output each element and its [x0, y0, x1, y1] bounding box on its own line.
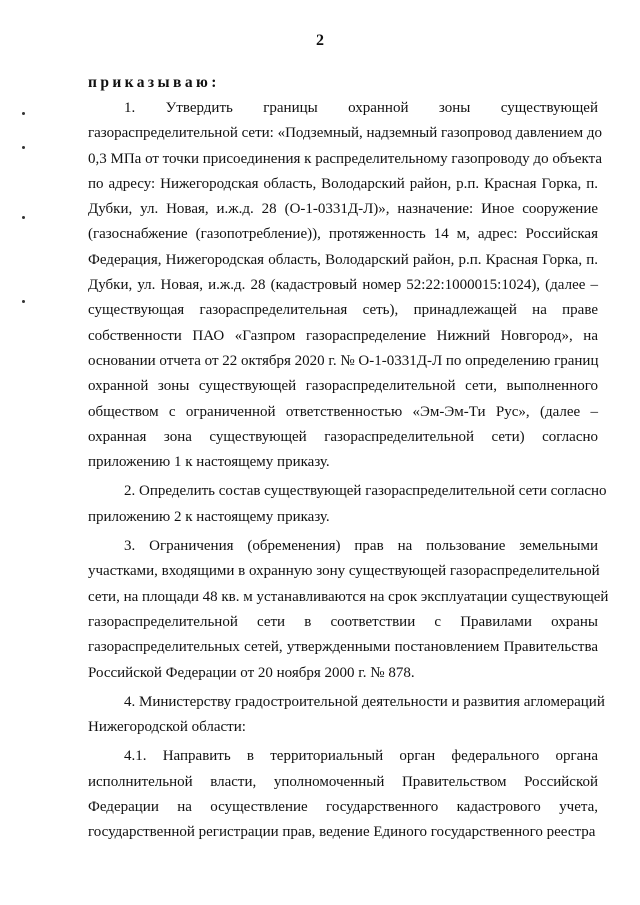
text-line: приложению 1 к настоящему приказу.: [88, 454, 330, 471]
text-line: государственной регистрации прав, ведение Единого государственного реестра: [88, 824, 596, 841]
text-line: 4.1. Направить в территориальный орган федерального органа: [124, 748, 598, 765]
text-line: 4. Министерству градостроительной деятельности и развития агломераций: [124, 693, 605, 710]
text-line: газораспределительной сети: «Подземный, надземный газопровод давлением до: [88, 125, 602, 142]
paragraph-item-4-1: [88, 744, 598, 845]
text-line: Российской Федерации от 20 ноября 2000 г. № 878.: [88, 664, 415, 681]
text-line: охранной зоны существующей газораспределительной сети, выполненного: [88, 378, 598, 395]
order-heading: приказываю:: [88, 74, 220, 91]
text-line: 2. Определить состав существующей газораспределительной сети согласно: [124, 483, 607, 500]
text-line: собственности ПАО «Газпром газораспределение Нижний Новгород», на: [88, 327, 598, 344]
text-line: 0,3 МПа от точки присоединения к распределительному газопроводу до объекта: [88, 150, 602, 167]
document-body: [88, 96, 609, 846]
scan-mark: [22, 146, 25, 149]
text-line: приложению 2 к настоящему приказу.: [88, 508, 330, 525]
page-number: 2: [316, 32, 324, 49]
text-line: по адресу: Нижегородская область, Володарский район, р.п. Красная Горка, п.: [88, 175, 598, 192]
text-line: участками, входящими в охранную зону существующей газораспределительной: [88, 563, 600, 580]
text-line: газораспределительной сети в соответствии с Правилами охраны: [88, 613, 598, 630]
paragraph-item-1: [88, 96, 602, 475]
text-line: исполнительной власти, уполномоченный Правительством Российской: [88, 773, 598, 790]
text-line: 1. Утвердить границы охранной зоны существующей: [124, 100, 598, 116]
scan-mark: [22, 216, 25, 219]
text-line: 3. Ограничения (обременения) прав на пользование земельными: [124, 538, 598, 555]
text-line: Федерации на осуществление государственного кадастрового учета,: [88, 799, 598, 816]
text-line: (газоснабжение (газопотребление)), протяженность 14 м, адрес: Российская: [88, 226, 598, 243]
text-line: основании отчета от 22 октября 2020 г. № О-1-0331Д-Л по определению границ: [88, 352, 599, 369]
text-line: сети, на площади 48 кв. м устанавливаются на срок эксплуатации существующей: [88, 588, 609, 605]
text-line: Дубки, ул. Новая, и.ж.д. 28 (О-1-0331Д-Л)», назначение: Иное сооружение: [88, 201, 598, 218]
paragraph-item-4: [88, 690, 605, 741]
text-line: газораспределительных сетей, утвержденными постановлением Правительства: [88, 639, 598, 656]
paragraph-item-3: [88, 534, 609, 686]
paragraph-item-2: [88, 479, 607, 530]
scan-mark: [22, 300, 25, 303]
text-line: обществом с ограниченной ответственностью «Эм-Эм-Ти Рус», (далее –: [88, 403, 598, 420]
text-line: существующая газораспределительная сеть), принадлежащей на праве: [88, 302, 598, 319]
text-line: Дубки, ул. Новая, и.ж.д. 28 (кадастровый номер 52:22:1000015:1024), (далее –: [88, 277, 598, 294]
text-line: Нижегородской области:: [88, 719, 246, 736]
scan-mark: [22, 112, 25, 115]
text-line: охранная зона существующей газораспределительной сети) согласно: [88, 428, 598, 445]
text-line: Федерация, Нижегородская область, Володарский район, р.п. Красная Горка, п.: [88, 251, 598, 268]
